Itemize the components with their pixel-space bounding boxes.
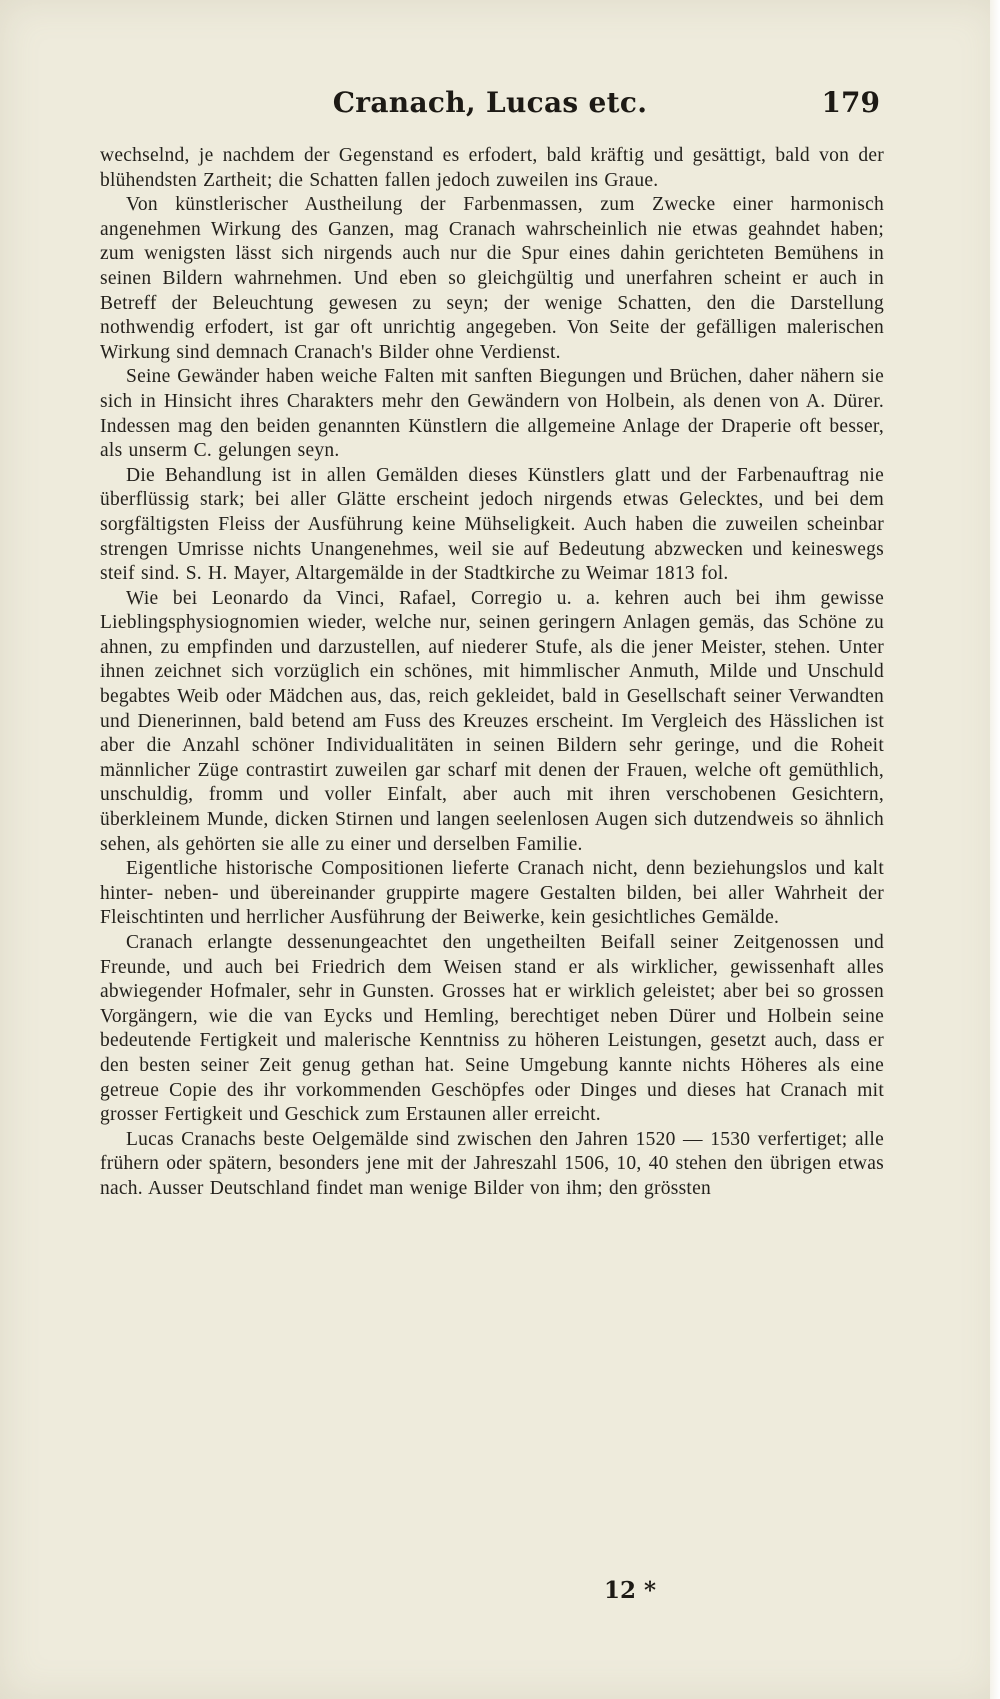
paragraph-continued: wechselnd, je nachdem der Gegenstand es erfodert, bald kräftig und gesättigt, bald von der blühendsten Zartheit; die Schatten fallen jedoch zuweilen ins Graue.: [100, 145, 884, 191]
paragraph-physiognomies: Wie bei Leonardo da Vinci, Rafael, Corregio u. a. kehren auch bei ihm gewisse Lieblingsphysiognomien wieder, welche nur, seinen geringern Anlagen gemäs, das Schöne zu ahnen, zu empfinden und darzustellen, auf niederer Stufe, als die jener Meister, stehen. Unter ihnen zeichnet sich vorzüglich ein schönes, mit himmlischer Anmuth, Milde und Unschuld begabtes Weib oder Mädchen aus, das, reich gekleidet, bald in Gesellschaft seiner Verwandten und Dienerinnen, bald betend am Fuss des Kreuzes erscheint. Im Vergleich des Hässlichen ist aber die Anzahl schöner Individualitäten in seinen Bildern sehr geringe, und die Roheit männlicher Züge contrastirt zuweilen gar scharf mit denen der Frauen, welche oft gemüthlich, unschuldig, fromm und voller Einfalt, aber auch mit ihren verschobenen Gesichtern, überkleinem Munde, dicken Stirnen und langen seelenlosen Augen sich dutzendweis so ähnlich sehen, als gehörten sie alle zu einer und derselben Familie.: [100, 587, 884, 855]
body-text: [100, 144, 884, 1202]
paragraph-technique: Die Behandlung ist in allen Gemälden dieses Künstlers glatt und der Farbenauftrag nie überflüssig stark; bei aller Glätte erscheint jedoch nirgends etwas Gelecktes, und bei dem sorgfältigsten Fleiss der Ausführung keine Mühseligkeit. Auch haben die zuweilen scheinbar strengen Umrisse nichts Unangenehmes, weil sie auf Bedeutung abzwecken und keineswegs steif sind. S. H. Mayer, Altargemälde in der Stadtkirche zu Weimar 1813 fol.: [100, 464, 884, 585]
page-title: Cranach, Lucas etc.: [332, 86, 648, 119]
paragraph-compositions: Eigentliche historische Compositionen lieferte Cranach nicht, denn beziehungslos und kalt hinter- neben- und übereinander gruppirte magere Gestalten bilden, bei aller Wahrheit der Fleischtinten und herrlicher Ausführung der Beiwerke, kein gesichtliches Gemälde.: [100, 858, 884, 929]
page-edge: [990, 0, 1000, 1699]
paragraph-colour-distribution: Von künstlerischer Austheilung der Farbenmassen, zum Zwecke einer harmonisch angenehmen Wirkung des Ganzen, mag Cranach wahrscheinlich nie etwas geahndet haben; zum wenigsten lässt sich nirgends auch nur die Spur eines dahin gerichteten Bemühens in seinen Bildern wahrnehmen. Und eben so gleichgültig und unerfahren scheint er auch in Betreff der Beleuchtung gewesen zu seyn; der wenige Schatten, den die Darstellung nothwendig erfodert, ist gar oft unrichtig angegeben. Von Seite der gefälligen malerischen Wirkung sind demnach Cranach's Bilder ohne Verdienst.: [100, 194, 884, 363]
signature-mark: 12 *: [604, 1577, 657, 1604]
paragraph-best-works: Lucas Cranachs beste Oelgemälde sind zwischen den Jahren 1520 — 1530 verfertiget; alle frühern oder spätern, besonders jene mit der Jahreszahl 1506, 10, 40 stehen den übrigen etwas nach. Ausser Deutschland findet man wenige Bilder von ihm; den grössten: [100, 1128, 884, 1199]
page-number: 179: [821, 86, 880, 119]
paragraph-reception: Cranach erlangte dessenungeachtet den ungetheilten Beifall seiner Zeitgenossen und Freunde, und auch bei Friedrich dem Weisen stand er als wirklicher, gewissenhaft alles abwiegender Hofmaler, sehr in Gunsten. Grosses hat er wirklich geleistet; aber bei so grossen Vorgängern, wie die van Eycks und Hemling, berechtiget neben Dürer und Holbein seine bedeutende Fertigkeit und malerische Kenntniss zu höheren Leistungen, gesetzt auch, dass er den besten seiner Zeit genug gethan hat. Seine Umgebung kannte nichts Höheres als eine getreue Copie des ihr vorkommenden Geschöpfes oder Dinges und dieses hat Cranach mit grosser Fertigkeit und Geschick zum Erstaunen aller erreicht.: [100, 932, 884, 1126]
paragraph-drapery: Seine Gewänder haben weiche Falten mit sanften Biegungen und Brüchen, daher nähern sie sich in Hinsicht ihres Charakters mehr den Gewändern von Holbein, als denen von A. Dürer. Indessen mag den beiden genannten Künstlern die allgemeine Anlage der Draperie oft besser, als unserm C. gelungen seyn.: [100, 366, 884, 462]
running-head: [100, 86, 880, 126]
